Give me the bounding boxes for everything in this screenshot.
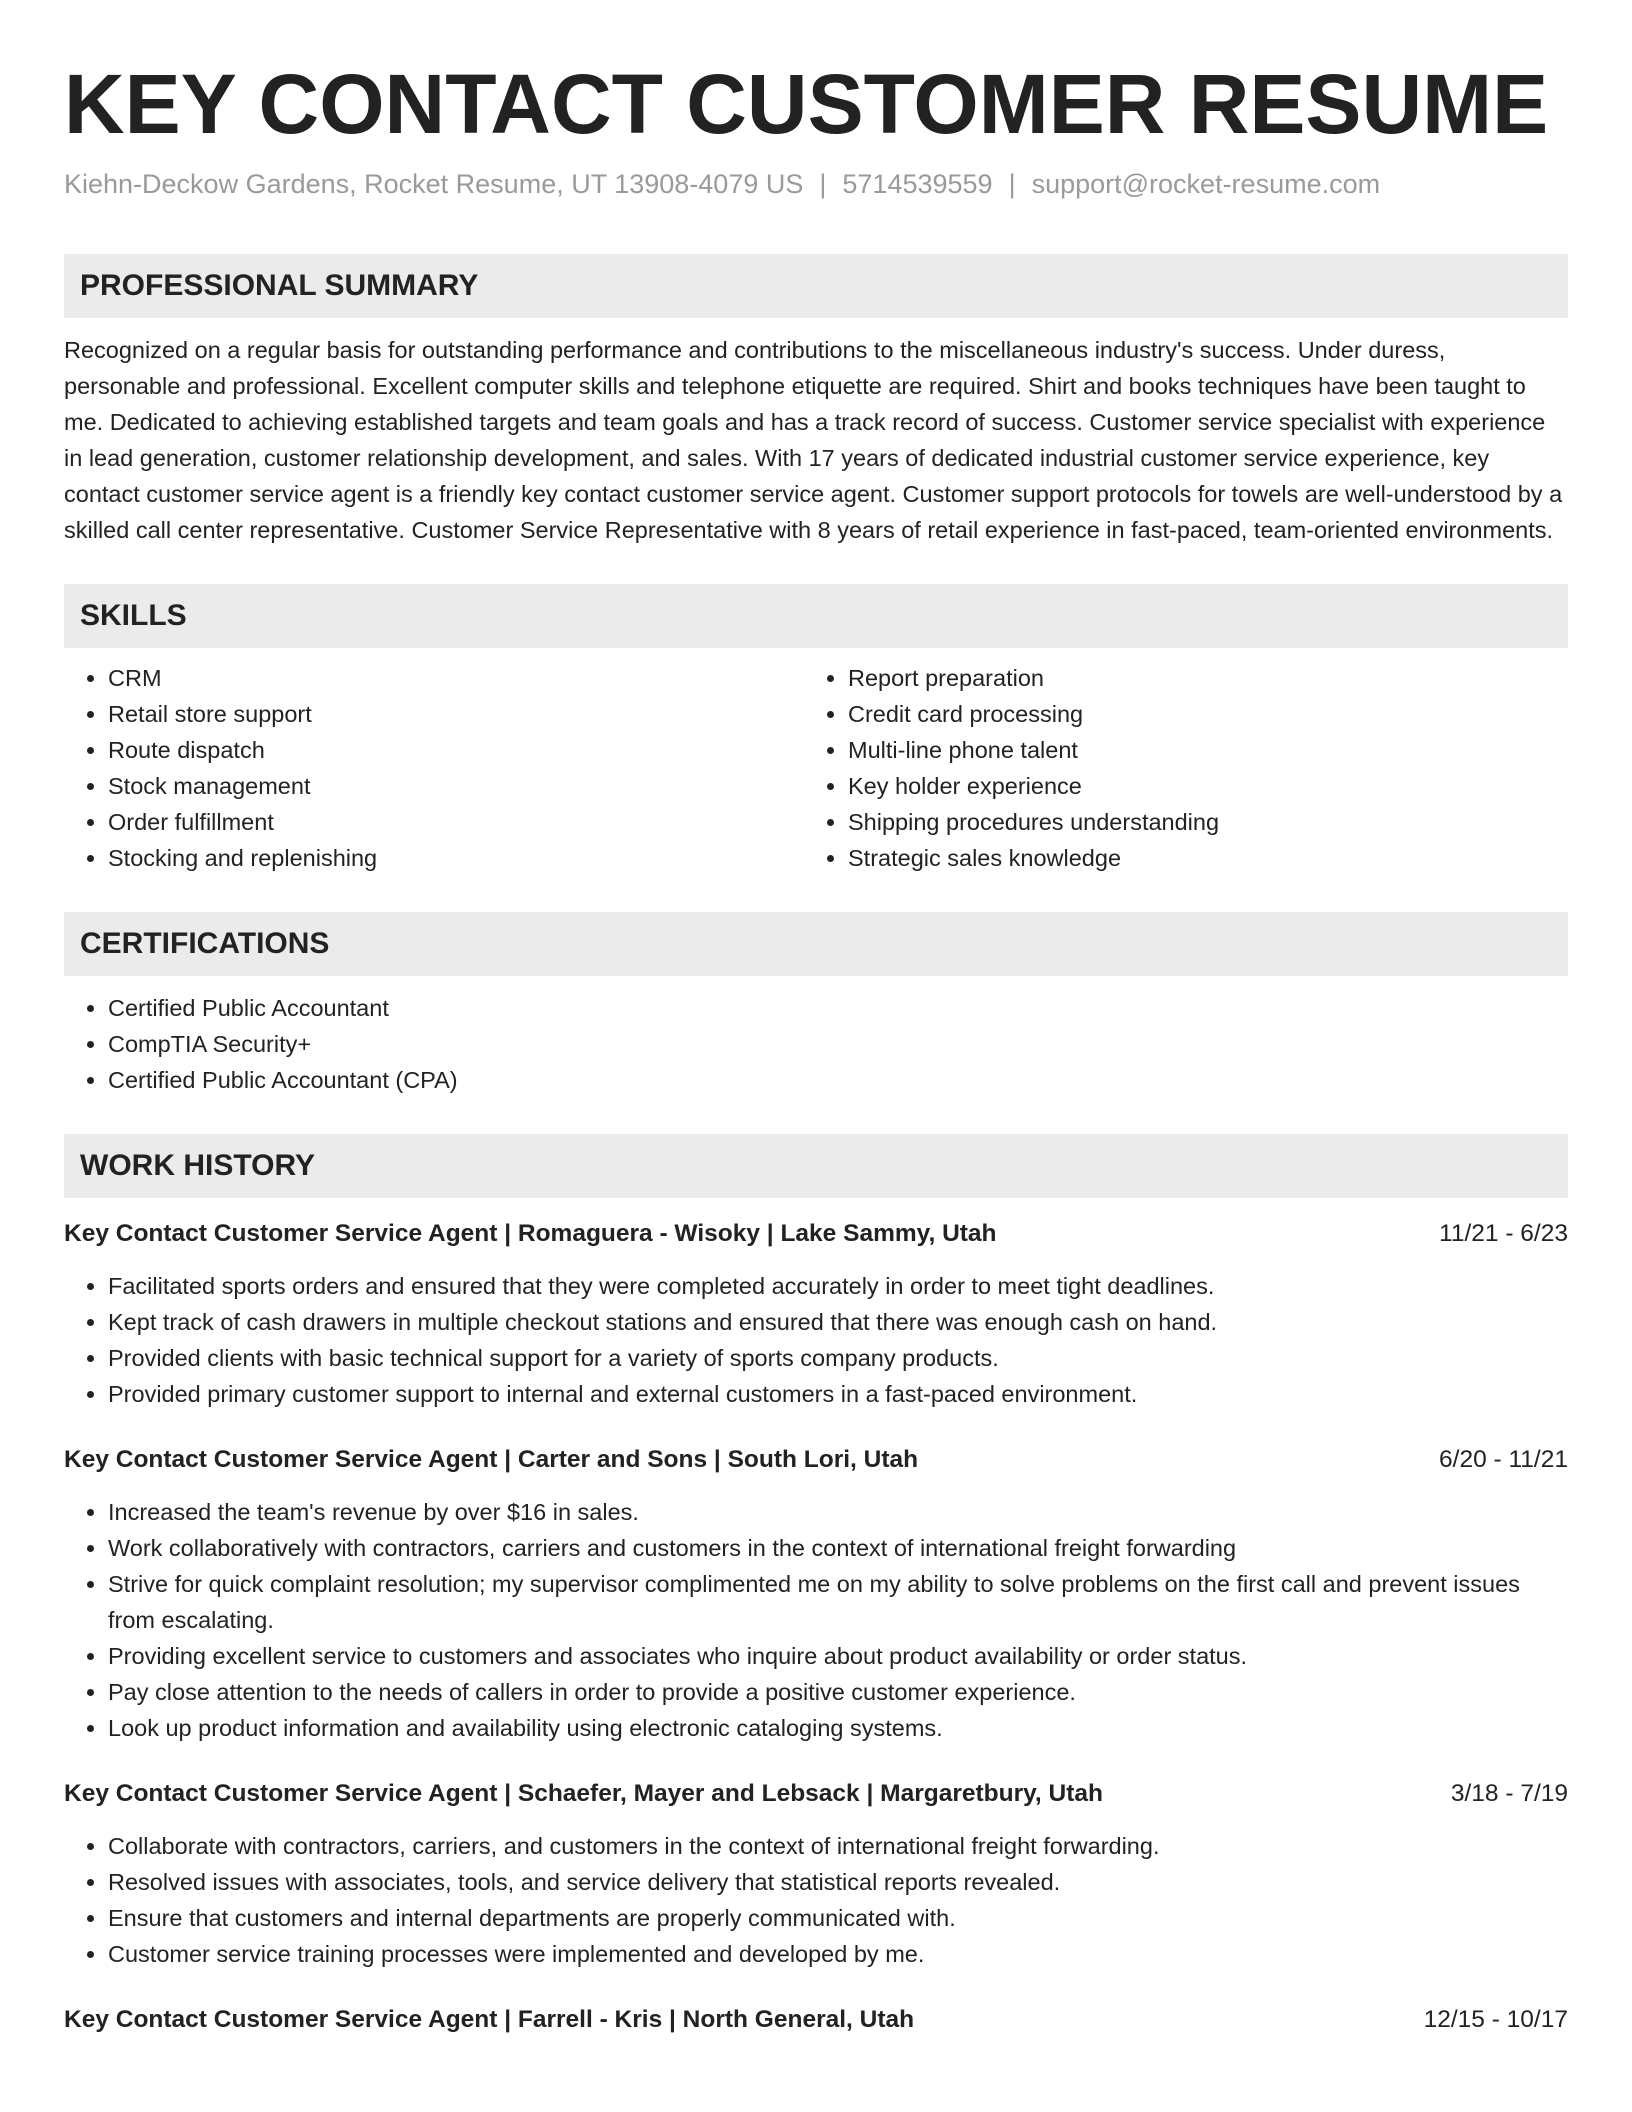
job-title: Key Contact Customer Service Agent | Romaguera - Wisoky | Lake Sammy, Utah — [64, 1220, 997, 1247]
summary-text: Recognized on a regular basis for outstanding performance and contributions to the miscellaneous industry's success. Under duress, personable and professional. Excellent computer skills and telephone etiquette are required. Shirt and books techniques have been taught to me. Dedicated to achieving established targets and team goals and has a track record of success. Customer service specialist with experience in lead generation, customer relationship development, and sales. With 17 years of dedicated industrial customer service experience, key contact customer service agent is a friendly key contact customer service agent. Customer support protocols for towels are well-understood by a skilled call center representative. Customer Service Representative with 8 years of retail experience in fast-paced, team-oriented environments. — [64, 337, 1563, 543]
job-header — [64, 1216, 1568, 1252]
job-bullet: • Ensure that customers and internal departments are properly communicated with. — [108, 1900, 1568, 1936]
contact-separator: | — [1008, 169, 1016, 199]
job-bullets — [64, 1494, 1568, 1746]
job-bullet: • Increased the team's revenue by over $16 in sales. — [108, 1494, 1568, 1530]
job-title: Key Contact Customer Service Agent | Carter and Sons | South Lori, Utah — [64, 1446, 919, 1473]
section-header-summary: PROFESSIONAL SUMMARY — [64, 254, 1568, 318]
contact-phone: 5714539559 — [842, 169, 993, 199]
job-bullets — [64, 1268, 1568, 1412]
skill-item: • Key holder experience — [848, 768, 1544, 804]
skill-item: • Credit card processing — [848, 696, 1544, 732]
job-dates: 3/18 - 7/19 — [1450, 1780, 1568, 1807]
job-header — [64, 1776, 1568, 1812]
job-entry — [64, 2002, 1568, 2038]
certification-item: • Certified Public Accountant — [108, 990, 1568, 1026]
job-bullets — [64, 1828, 1568, 1972]
skill-item: • Stock management — [108, 768, 804, 804]
job-entry — [64, 1442, 1568, 1746]
skill-item: • Shipping procedures understanding — [848, 804, 1544, 840]
skill-item: • Route dispatch — [108, 732, 804, 768]
skill-item: • Strategic sales knowledge — [848, 840, 1544, 876]
job-bullet: • Facilitated sports orders and ensured that they were completed accurately in order to meet tight deadlines. — [108, 1268, 1568, 1304]
job-bullet: • Customer service training processes were implemented and developed by me. — [108, 1936, 1568, 1972]
certification-item: • CompTIA Security+ — [108, 1026, 1568, 1062]
job-dates: 12/15 - 10/17 — [1423, 2006, 1568, 2033]
job-title: Key Contact Customer Service Agent | Farrell - Kris | North General, Utah — [64, 2006, 915, 2033]
job-bullet: • Kept track of cash drawers in multiple checkout stations and ensured that there was enough cash on hand. — [108, 1304, 1568, 1340]
job-bullet: • Work collaboratively with contractors, carriers and customers in the context of international freight forwarding — [108, 1530, 1568, 1566]
job-bullet: • Look up product information and availability using electronic cataloging systems. — [108, 1710, 1568, 1746]
job-bullet: • Provided clients with basic technical support for a variety of sports company products. — [108, 1340, 1568, 1376]
certifications-list — [64, 990, 1568, 1098]
job-bullet: • Resolved issues with associates, tools, and service delivery that statistical reports revealed. — [108, 1864, 1568, 1900]
contact-line — [64, 166, 1568, 202]
job-entry — [64, 1216, 1568, 1412]
job-entry — [64, 1776, 1568, 1972]
skill-item: • Multi-line phone talent — [848, 732, 1544, 768]
job-bullet: • Provided primary customer support to internal and external customers in a fast-paced environment. — [108, 1376, 1568, 1412]
skill-item: • Stocking and replenishing — [108, 840, 804, 876]
contact-email: support@rocket-resume.com — [1031, 169, 1381, 199]
skill-item: • Order fulfillment — [108, 804, 804, 840]
skill-item: • Retail store support — [108, 696, 804, 732]
skill-item: • Report preparation — [848, 660, 1544, 696]
job-bullet: • Strive for quick complaint resolution; my supervisor complimented me on my ability to solve problems on the first call and prevent issues from escalating. — [108, 1566, 1568, 1638]
resume-title: KEY CONTACT CUSTOMER RESUME — [64, 57, 1549, 151]
skills-list — [64, 660, 1568, 876]
contact-address: Kiehn-Deckow Gardens, Rocket Resume, UT 13908-4079 US — [64, 169, 804, 199]
section-header-skills: SKILLS — [64, 584, 1568, 648]
section-header-certifications: CERTIFICATIONS — [64, 912, 1568, 976]
job-dates: 11/21 - 6/23 — [1439, 1220, 1568, 1247]
skills-column-left — [64, 660, 804, 876]
section-header-work-history: WORK HISTORY — [64, 1134, 1568, 1198]
job-dates: 6/20 - 11/21 — [1439, 1446, 1568, 1473]
contact-separator: | — [819, 169, 827, 199]
job-header — [64, 1442, 1568, 1478]
job-bullet: • Pay close attention to the needs of callers in order to provide a positive customer experience. — [108, 1674, 1568, 1710]
skill-item: • CRM — [108, 660, 804, 696]
job-bullet: • Collaborate with contractors, carriers, and customers in the context of international freight forwarding. — [108, 1828, 1568, 1864]
skills-column-right — [804, 660, 1544, 876]
job-bullet: • Providing excellent service to customers and associates who inquire about product availability or order status. — [108, 1638, 1568, 1674]
job-header — [64, 2002, 1568, 2038]
job-title: Key Contact Customer Service Agent | Schaefer, Mayer and Lebsack | Margaretbury, Utah — [64, 1780, 1103, 1807]
certification-item: • Certified Public Accountant (CPA) — [108, 1062, 1568, 1098]
